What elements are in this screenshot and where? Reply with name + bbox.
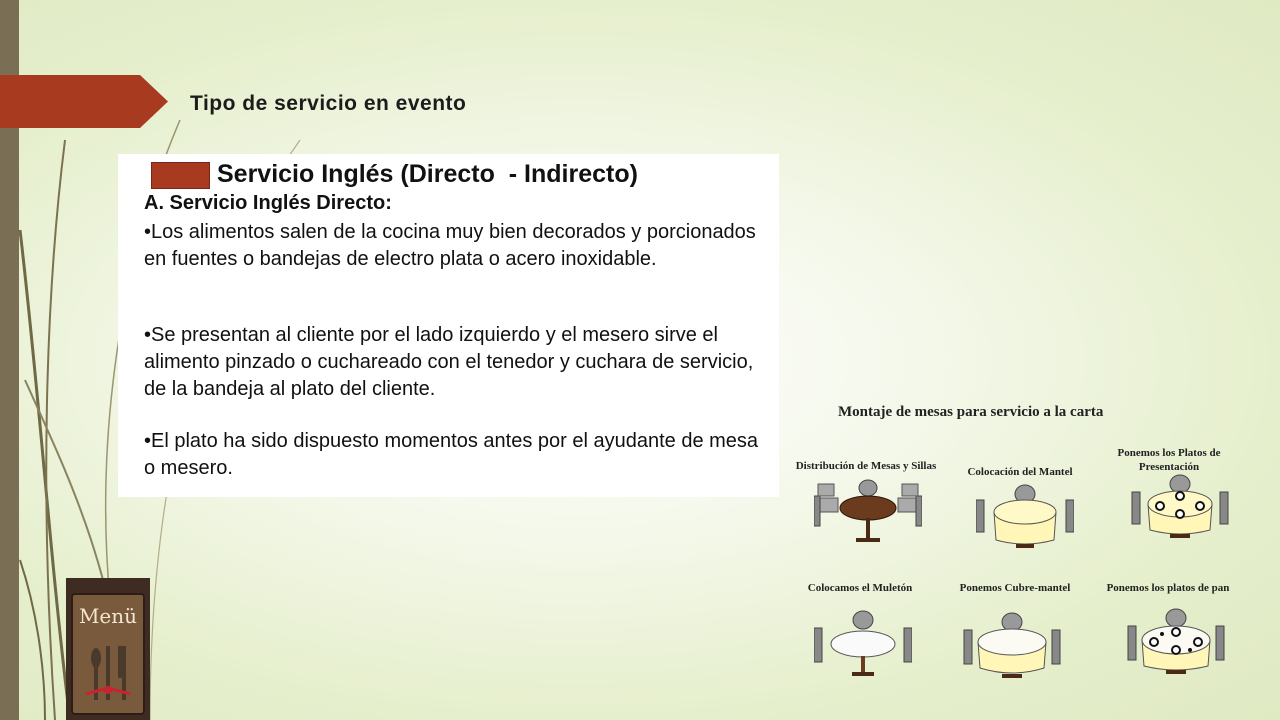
step-caption: Ponemos Cubre-mantel [959,582,1071,594]
step-caption: Ponemos los Platos de Presentación [1117,447,1221,473]
diagram-title: Montaje de mesas para servicio a la carta [838,404,1104,420]
red-swatch [151,162,210,189]
menu-board-image [66,578,150,720]
step-caption: Ponemos los platos de pan [1106,582,1230,594]
table-setup-diagram [780,400,1250,700]
table-overlay-icon [962,612,1062,684]
content-box [118,154,779,497]
content-heading: Servicio Inglés (Directo - Indirecto) [217,160,638,188]
content-subheading: A. Servicio Inglés Directo: [144,192,392,214]
table-bread-plates-icon [1126,608,1226,680]
bullet-item: •Los alimentos salen de la cocina muy bien decorados y porcionados en fuentes o bandejas de electro plata o acero inoxidable. [144,221,756,270]
step-caption: Colocamos el Muletón [807,582,913,594]
table-tablecloth-icon [976,484,1074,554]
title-arrow-shape [0,75,168,128]
table-plates-icon [1130,474,1230,544]
bullet-item: •El plato ha sido dispuesto momentos antes por el ayudante de mesa o mesero. [144,430,759,479]
slide-title: Tipo de servicio en evento [190,92,467,115]
menu-label: Menü [78,604,138,628]
table-bare-icon [814,478,922,550]
bullet-item: •Se presentan al cliente por el lado izquierdo y el mesero sirve el alimento pinzado o cuchareado con el tenedor y cuchara de servicio, de la bandeja al plato del cliente. [144,324,754,400]
step-caption: Distribución de Mesas y Sillas [795,460,937,472]
table-muleton-icon [814,610,912,682]
step-caption: Colocación del Mantel [967,466,1073,478]
menu-board-icon [66,578,150,720]
